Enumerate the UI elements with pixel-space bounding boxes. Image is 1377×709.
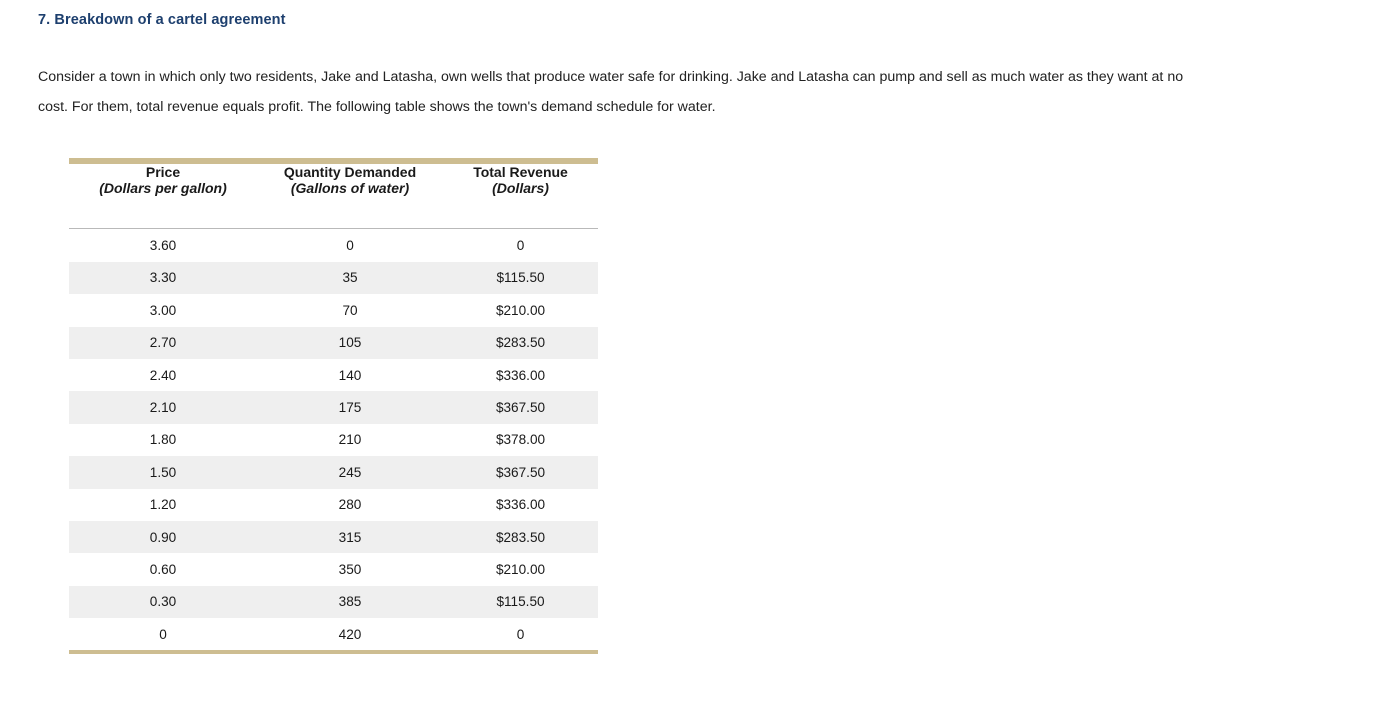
column-header-price: Price xyxy=(145,164,181,180)
table-row xyxy=(69,489,598,521)
cell-quantity: 175 xyxy=(257,391,443,423)
table-row xyxy=(69,294,598,326)
table-row xyxy=(69,262,598,294)
cell-price: 2.10 xyxy=(69,391,257,423)
column-header-quantity: Quantity Demanded xyxy=(283,164,417,180)
cell-revenue: $336.00 xyxy=(495,367,546,383)
table-row xyxy=(69,359,598,391)
cell-revenue: $367.50 xyxy=(443,456,598,488)
cell-revenue: $378.00 xyxy=(495,432,546,448)
cell-quantity: 420 xyxy=(338,626,362,642)
cell-price: 2.70 xyxy=(69,327,257,359)
cell-revenue: $336.00 xyxy=(495,497,546,513)
cell-price: 1.20 xyxy=(149,497,177,513)
table-header-line2-row xyxy=(69,180,598,196)
cell-price: 2.40 xyxy=(149,367,177,383)
cell-revenue: $210.00 xyxy=(495,561,546,577)
table-row xyxy=(69,229,598,262)
cell-quantity: 70 xyxy=(342,302,358,318)
cell-quantity: 315 xyxy=(257,521,443,553)
cell-quantity: 245 xyxy=(257,456,443,488)
cell-revenue: 0 xyxy=(516,238,525,254)
table-row xyxy=(69,456,598,488)
demand-schedule-table-wrapper xyxy=(69,158,598,654)
cell-revenue: $367.50 xyxy=(443,391,598,423)
table-row xyxy=(69,327,598,359)
cell-price: 1.80 xyxy=(149,432,177,448)
cell-revenue: $283.50 xyxy=(443,327,598,359)
cell-price: 1.50 xyxy=(69,456,257,488)
cell-price: 3.30 xyxy=(69,262,257,294)
table-row xyxy=(69,553,598,585)
table-header-divider-cell xyxy=(257,196,443,229)
cell-quantity: 105 xyxy=(257,327,443,359)
table-header-divider-row xyxy=(69,196,598,229)
question-title: 7. Breakdown of a cartel agreement xyxy=(38,12,286,28)
cell-quantity: 0 xyxy=(346,238,354,254)
column-header-revenue: Total Revenue xyxy=(473,164,568,180)
cell-price: 0.30 xyxy=(69,586,257,618)
cell-price: 3.60 xyxy=(149,238,177,254)
table-row xyxy=(69,618,598,650)
cell-revenue: $283.50 xyxy=(443,521,598,553)
cell-price: 0.60 xyxy=(149,561,177,577)
column-units-quantity: (Gallons of water) xyxy=(290,180,410,196)
cell-quantity: 350 xyxy=(338,561,362,577)
table-header xyxy=(69,158,598,196)
cell-revenue: 0 xyxy=(516,626,525,642)
column-units-price: (Dollars per gallon) xyxy=(99,180,227,196)
table-row xyxy=(69,424,598,456)
table-body xyxy=(69,196,598,650)
table-bottom-rule xyxy=(69,650,598,654)
cell-quantity: 210 xyxy=(338,432,362,448)
table-header-divider-cell xyxy=(443,196,598,229)
cell-price: 0.90 xyxy=(69,521,257,553)
cell-revenue: $210.00 xyxy=(495,302,546,318)
table-header-line1-row xyxy=(69,164,598,180)
cell-price: 0 xyxy=(159,626,167,642)
column-units-revenue: (Dollars) xyxy=(492,180,549,196)
table-row xyxy=(69,586,598,618)
demand-schedule-table xyxy=(69,158,598,650)
question-prompt: Consider a town in which only two residents, Jake and Latasha, own wells that produce water safe for drinking. Jake and Latasha can pump and sell as much water as they want at no cost. For them, total revenue equals profit. The following table shows the town's demand schedule for water. xyxy=(38,69,1184,115)
cell-price: 3.00 xyxy=(149,302,177,318)
cell-quantity: 280 xyxy=(338,497,362,513)
cell-revenue: $115.50 xyxy=(443,262,598,294)
cell-quantity: 35 xyxy=(257,262,443,294)
table-row xyxy=(69,391,598,423)
cell-quantity: 385 xyxy=(257,586,443,618)
table-row xyxy=(69,521,598,553)
cell-revenue: $115.50 xyxy=(443,586,598,618)
table-header-divider-cell xyxy=(69,196,257,229)
cell-quantity: 140 xyxy=(338,367,362,383)
